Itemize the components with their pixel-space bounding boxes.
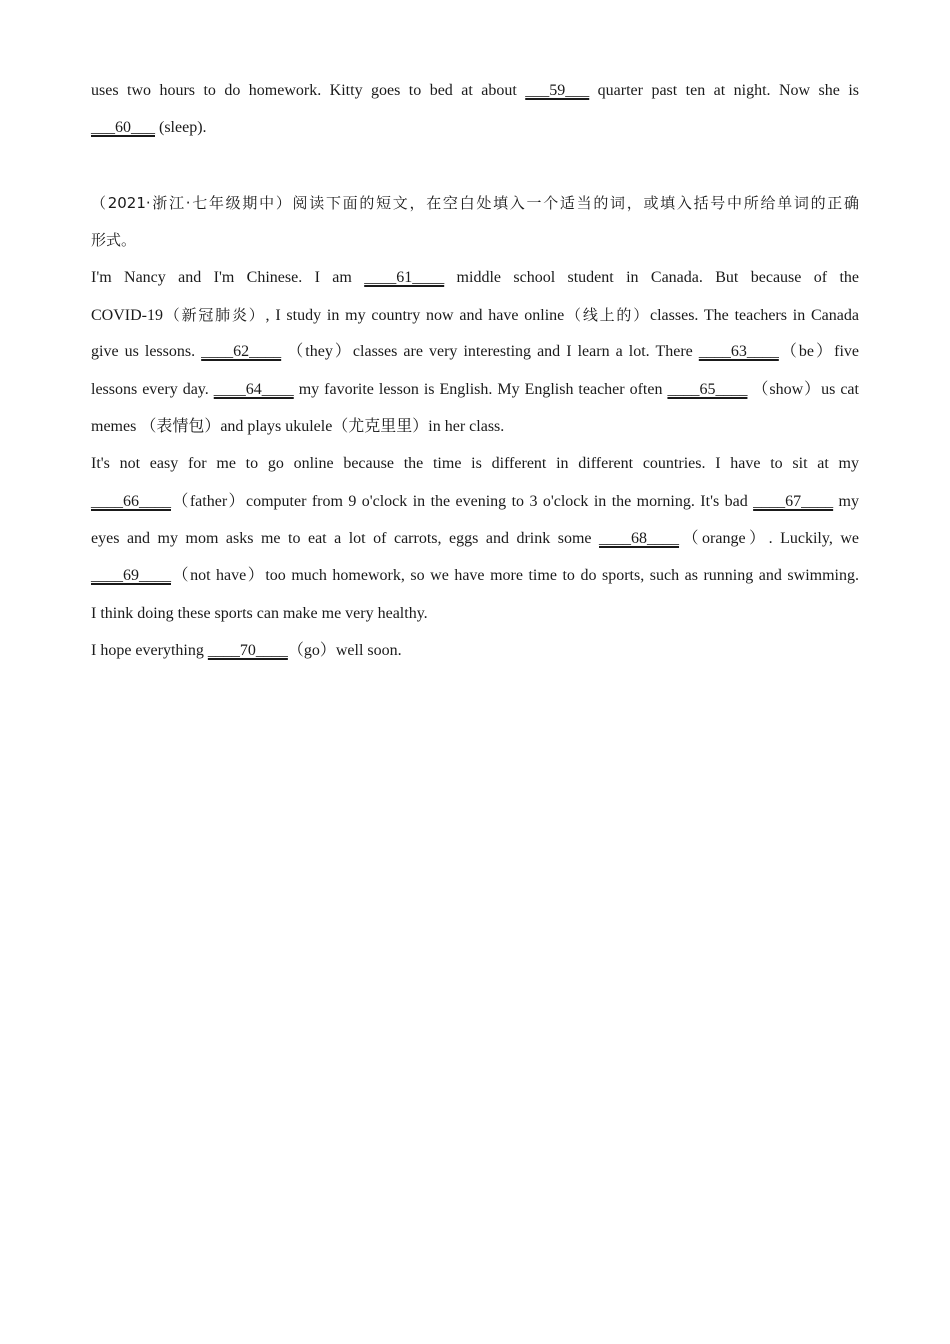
answer-blank[interactable]: ____69____ [91,567,171,584]
text-segment: （show）us cat [747,381,859,398]
text-segment: middle school student in Canada. But because of the [444,269,859,286]
text-segment: uses two hours to do homework. Kitty goes to bed at about [91,82,526,99]
answer-blank[interactable]: ____70____ [207,642,288,659]
passage-line [91,415,859,439]
text-segment: give us lessons. [91,343,202,360]
text-segment: I think doing these sports can make me very healthy. [91,605,428,622]
text-segment: memes （表情包）and plays ukulele（尤克里里）in her class. [91,418,505,435]
answer-blank[interactable]: ____63____ [698,343,779,360]
answer-blank[interactable]: ____62____ [201,343,282,360]
passage-line [91,452,859,476]
passage-line [91,564,859,588]
text-segment: , I study in my country now and have online [265,307,565,324]
text-segment: （新冠肺炎） [163,306,266,324]
passage-line [91,378,859,402]
passage-line [91,266,859,290]
question-header [91,228,859,252]
text-line [91,116,859,140]
text-segment: （be）five [778,343,860,360]
text-segment: my favorite lesson is English. My English teacher often [293,381,668,398]
text-segment: （2021·浙江·七年级期中）阅读下面的短文，在空白处填入一个适当的词，或填入括号中所给单词的正确 [91,194,859,212]
answer-blank[interactable]: ____61____ [364,269,445,286]
answer-blank[interactable]: ____64____ [213,381,294,398]
text-segment: （they）classes are very interesting and I learn a lot. There [281,343,699,360]
text-segment: I hope everything [91,642,208,659]
text-segment: my [833,493,859,510]
text-segment: I'm Nancy and I'm Chinese. I am [91,269,365,286]
passage-line [91,639,859,663]
text-segment: （orange）. Luckily, we [679,530,859,547]
text-segment: COVID-19 [91,307,163,324]
answer-blank[interactable]: ___59___ [525,82,590,99]
text-segment: lessons every day. [91,381,214,398]
answer-blank[interactable]: ____65____ [667,381,748,398]
answer-blank[interactable]: ___60___ [91,119,155,136]
answer-blank[interactable]: ____68____ [599,530,680,547]
text-segment: (sleep). [155,119,207,136]
answer-blank[interactable]: ____66____ [91,493,171,510]
passage-line [91,602,859,626]
text-segment: classes. The teachers in Canada [649,307,859,324]
text-segment: eyes and my mom asks me to eat a lot of carrots, eggs and drink some [91,530,600,547]
passage-line [91,527,859,551]
passage-line [91,303,859,327]
passage-line [91,490,859,514]
text-line [91,79,859,103]
text-segment: It's not easy for me to go online because the time is different in different countries. I have to sit at my [91,455,859,472]
text-segment: （go）well soon. [287,642,402,659]
text-segment: （线上的） [564,306,650,324]
passage-line [91,340,859,364]
text-segment: quarter past ten at night. Now she is [589,82,859,99]
text-segment: （not have）too much homework, so we have more time to do sports, such as running and swimming. [171,567,859,584]
answer-blank[interactable]: ____67____ [753,493,834,510]
text-segment: （father）computer from 9 o'clock in the evening to 3 o'clock in the morning. It's bad [171,493,754,510]
text-segment: 形式。 [91,231,137,249]
question-header [91,191,859,215]
